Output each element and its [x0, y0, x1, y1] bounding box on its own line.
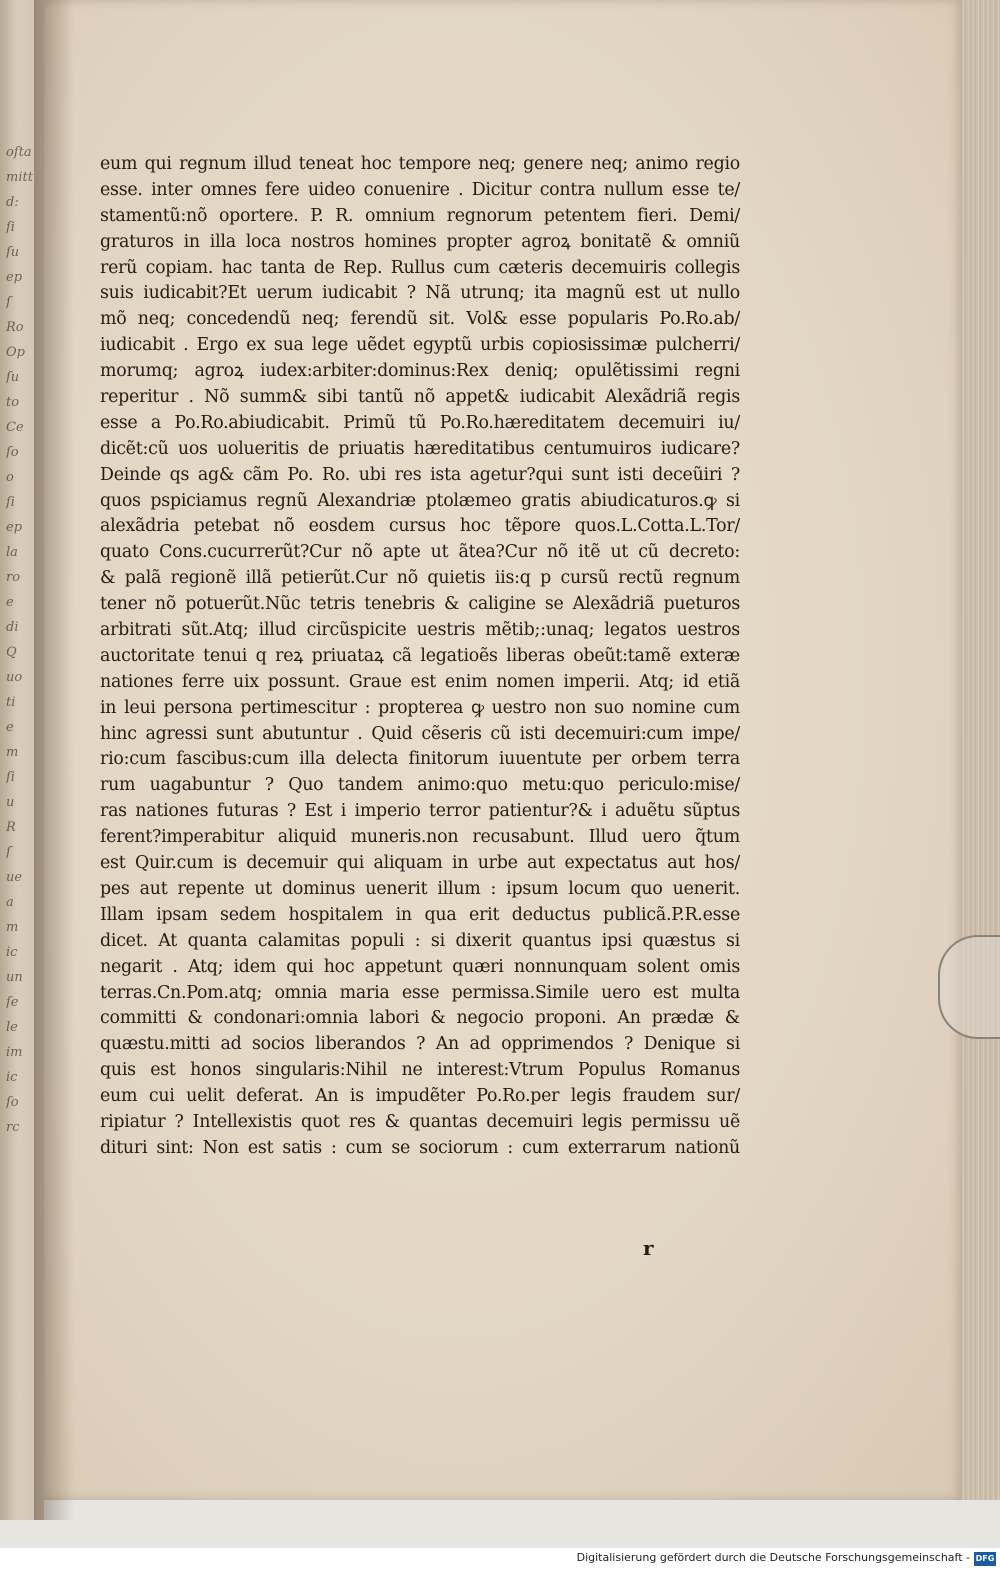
text-line: ras nationes futuras ? Est i imperio terror patientur?& i aduẽtu sũptus [100, 801, 740, 822]
margin-note: ue [6, 870, 23, 885]
margin-note: u [6, 795, 15, 810]
text-line: esse. inter omnes fere uideo conuenire . Dicitur contra nullum esse te/ [100, 179, 740, 200]
text-line: dituri sint: Non est satis : cum se sociorum : cum exterrarum nationũ [100, 1137, 740, 1158]
margin-note: ſu [6, 370, 20, 385]
text-line: terras.Cn.Pom.atq; omnia maria esse permissa.Simile uero est multa [100, 982, 740, 1003]
text-line: ripiatur ? Intellexistis quot res & quantas decemuiri legis permissu uẽ [100, 1111, 740, 1132]
margin-note: Q [6, 645, 17, 660]
margin-note: ſ [6, 845, 11, 860]
margin-note: ſi [6, 495, 15, 510]
margin-note: im [6, 1045, 23, 1060]
text-line: alexãdria petebat nõ eosdem cursus hoc tẽpore quos.L.Cotta.L.Tor/ [100, 516, 740, 537]
footer-bar [0, 1548, 1000, 1572]
margin-note: le [6, 1020, 18, 1035]
margin-note: ſo [6, 445, 19, 460]
text-line: quos pspiciamus regnũ Alexandriæ ptolæmeo gratis abiudicaturos.ꝙ si [100, 490, 740, 511]
text-line: rio:cum fascibus:cum illa delecta finitorum iuuentute per orbem terra [100, 749, 740, 770]
margin-note: ſu [6, 245, 20, 260]
text-line: suis iudicabit?Et uerum iudicabit ? Nã utrunq; ita magnũ est ut nullo [100, 283, 740, 304]
text-line: eum qui regnum illud teneat hoc tempore neq; genere neq; animo regio [100, 154, 740, 174]
text-line: rerũ copiam. hac tanta de Rep. Rullus cum cæteris decemuiris collegis [100, 257, 740, 278]
margin-note: e [6, 720, 14, 735]
text-line: pes aut repente ut dominus uenerit illum : ipsum locum quo uenerit. [100, 878, 740, 899]
margin-note: di [6, 620, 19, 635]
text-line: dicẽt:cũ uos uolueritis de priuatis hæreditatibus centumuiros iudicare? [100, 438, 740, 459]
margin-note: ep [6, 520, 23, 535]
funding-credit: Digitalisierung gefördert durch die Deutsche Forschungsgemeinschaft - [576, 1551, 970, 1564]
text-line: stamentũ:nõ oportere. P. R. omnium regnorum petentem fieri. Demi/ [100, 205, 740, 226]
text-line: Illam ipsam sedem hospitalem in qua erit deductus publicã.P.R.esse [100, 904, 740, 925]
dfg-logo: DFG [974, 1552, 996, 1566]
margin-note: ſo [6, 1095, 19, 1110]
text-line: Deinde qs ag& cãm Po. Ro. ubi res ista agetur?qui sunt isti deceũiri ? [100, 464, 740, 485]
text-line: quæstu.mitti ad socios liberandos ? An ad opprimendos ? Denique si [100, 1034, 740, 1055]
text-line: quato Cons.cucurrerũt?Cur nõ apte ut ãtea?Cur nõ itẽ ut cũ decreto: [100, 542, 740, 563]
margin-note: ſi [6, 220, 15, 235]
margin-note: ſe [6, 995, 19, 1010]
margin-note: oſta [6, 145, 32, 160]
margin-note: d: [6, 195, 19, 210]
text-line: est Quir.cum is decemuir qui aliquam in urbe aut expectatus aut hos/ [100, 853, 740, 874]
text-line: esse a Po.Ro.abiudicabit. Primũ tũ Po.Ro.hæreditatem decemuiri iu/ [100, 412, 740, 433]
page-edges [962, 0, 1000, 1500]
text-line: auctoritate tenui q reꝝ priuataꝝ cã legatioẽs liberas obeũt:tamẽ exteræ [100, 645, 740, 666]
margin-note: mitt [6, 170, 33, 185]
text-line: arbitrati sũt.Atq; illud circũspicite uestris mẽtib;:unaq; legatos uestros [100, 620, 740, 641]
margin-note: ic [6, 945, 18, 960]
margin-note: Op [6, 345, 25, 360]
margin-note: ep [6, 270, 23, 285]
text-line: ferent?imperabitur aliquid muneris.non recusabunt. Illud uero q̃tum [100, 827, 740, 848]
margin-note: o [6, 470, 14, 485]
margin-note: ic [6, 1070, 18, 1085]
margin-note: a [6, 895, 14, 910]
text-line: mõ neq; concedendũ neq; ferendũ sit. Vol& esse popularis Po.Ro.ab/ [100, 309, 740, 330]
text-line: dicet. At quanta calamitas populi : si dixerit quantus ipsi quæstus si [100, 930, 740, 951]
margin-note: ro [6, 570, 21, 585]
margin-note: la [6, 545, 18, 560]
margin-note: e [6, 595, 14, 610]
text-line: quis est honos singularis:Nihil ne interest:Vtrum Populus Romanus [100, 1060, 740, 1081]
text-line: nationes ferre uix possunt. Graue est enim nomen imperii. Atq; id etiã [100, 671, 740, 692]
text-line: graturos in illa loca nostros homines propter agroꝝ bonitatẽ & omniũ [100, 231, 740, 252]
margin-note: ſ [6, 295, 11, 310]
page-clip [938, 935, 1000, 1039]
signature-mark: r [643, 1236, 654, 1260]
text-line: in leui persona pertimescitur : propterea ꝙ uestro non suo nomine cum [100, 697, 740, 718]
margin-note: un [6, 970, 23, 985]
text-line: tener nõ potuerũt.Nũc tetris tenebris & caligine se Alexãdriã pueturos [100, 594, 740, 615]
margin-note: ſi [6, 770, 15, 785]
text-line: reperitur . Nõ summ& sibi tantũ nõ appet& iudicabit Alexãdriã regis [100, 387, 740, 408]
text-line: & palã regionẽ illã petierũt.Cur nõ quietis iis:q p cursũ rectũ regnum [100, 568, 740, 589]
margin-note: to [6, 395, 20, 410]
text-line: morumq; agroꝝ iudex:arbiter:dominus:Rex deniq; opulẽtissimi regni [100, 361, 740, 382]
text-line: eum cui uelit deferat. An is impudẽter Po.Ro.per legis fraudem sur/ [100, 1086, 740, 1107]
margin-note: uo [6, 670, 23, 685]
left-margin-notes [6, 140, 42, 1320]
text-line: negarit . Atq; idem qui hoc appetunt quæri nonnunquam solent omis [100, 956, 740, 977]
margin-note: m [6, 745, 19, 760]
margin-note: m [6, 920, 19, 935]
margin-note: Ro [6, 320, 24, 335]
text-line: rum uagabuntur ? Quo tandem animo:quo metu:quo periculo:mise/ [100, 775, 740, 796]
margin-note: Ce [6, 420, 24, 435]
body-text [100, 152, 740, 1162]
margin-note: ti [6, 695, 16, 710]
margin-note: R [6, 820, 16, 835]
text-line: hinc agressi sunt abutuntur . Quid cẽseris cũ isti decemuiri:cum impe/ [100, 723, 740, 744]
text-line: committi & condonari:omnia labori & negocio proponi. An prædæ & [100, 1008, 740, 1029]
margin-note: rc [6, 1120, 20, 1135]
text-line: iudicabit . Ergo ex sua lege uẽdet egyptũ urbis copiosissimæ pulcherri/ [100, 335, 740, 356]
